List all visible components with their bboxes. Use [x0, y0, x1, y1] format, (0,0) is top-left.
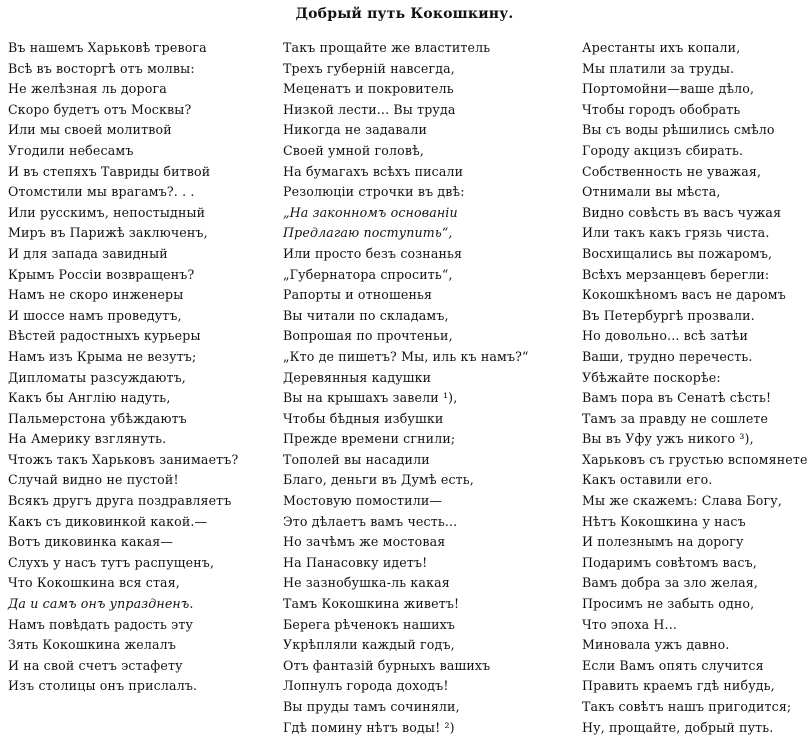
poem-line: Но зачѣмъ же мостовая	[283, 534, 446, 550]
poem-line: Вы въ Уфу ужъ никого ³),	[582, 431, 754, 447]
poem-line: Или такъ какъ грязь чиста.	[582, 225, 770, 241]
poem-line: Низкой лести... Вы труда	[283, 101, 456, 117]
poem-line: Чтожъ такъ Харьковъ занимаетъ?	[8, 451, 239, 467]
poem-line: Тамъ Кокошкина живетъ!	[283, 596, 460, 612]
poem-line: Какъ оставили его.	[582, 472, 713, 488]
poem-line: „Кто де пишетъ? Мы, иль къ намъ?“	[283, 348, 529, 364]
poem-line: Ваши, трудно перечесть.	[582, 348, 753, 364]
poem-line: Всѣхъ мерзанцевъ берегли:	[582, 266, 770, 282]
poem-line: На Америку взглянуть.	[8, 431, 167, 447]
poem-line: Мостовую помостили—	[283, 493, 443, 509]
poem-line: Благо, деньги въ Думѣ есть,	[283, 472, 474, 488]
poem-line: Зять Кокошкина желалъ	[8, 637, 176, 653]
poem-line: Изъ столицы онъ прислалъ.	[8, 678, 198, 694]
poem-title: Добрый путь Кокошкину.	[295, 6, 514, 22]
poem-line: Никогда не задавали	[283, 122, 428, 138]
poem-line: Или русскимъ, непостыдный	[8, 204, 206, 220]
poem-line: Это дѣлаетъ вамъ честь...	[283, 513, 458, 529]
poem-line: Или просто безъ сознанья	[283, 245, 463, 261]
poem-line: Портомойни—ваше дѣло,	[582, 81, 755, 97]
poem-line: Но довольно... всѣ затѣи	[582, 328, 749, 344]
poem-line: Подаримъ совѣтомъ васъ,	[582, 554, 757, 570]
poem-line: Вотъ диковинка какая—	[8, 534, 174, 550]
poem-line: Не зазнобушка-ль какая	[283, 575, 450, 591]
poem-line: Случай видно не пустой!	[8, 472, 179, 488]
poem-line: Вѣстей радостныхъ курьеры	[8, 328, 201, 344]
poem-line: Что эпоха Н...	[582, 616, 678, 632]
poem-line: Деревянныя кадушки	[283, 369, 432, 385]
poem-line: Отомстили мы врагамъ?. . .	[8, 184, 195, 200]
poem-line: Тополей вы насадили	[283, 451, 430, 467]
poem-line: И на свой счетъ эстафету	[8, 657, 183, 673]
poem-line: Видно совѣсть въ васъ чужая	[582, 204, 782, 220]
poem-line: Крымъ Россіи возвращенъ?	[8, 266, 195, 282]
poem-line: Угодили небесамъ	[8, 142, 134, 158]
poem-line: Ну, прощайте, добрый путь.	[582, 719, 774, 735]
poem-line: Убѣжайте поскорѣе:	[582, 369, 721, 385]
poem-line: Отъ фантазій бурныхъ вашихъ	[283, 657, 491, 673]
poem-line: Трехъ губерній навсегда,	[283, 60, 455, 76]
poem-line: И для запада завидный	[8, 245, 168, 261]
poem-line: Восхищались вы пожаромъ,	[582, 245, 773, 261]
poem-line: Вамъ пора въ Сенатѣ сѣсть!	[582, 390, 772, 406]
poem-line: Городу акцизъ сбирать.	[582, 142, 744, 158]
poem-line: На бумагахъ всѣхъ писали	[283, 163, 464, 179]
poem-line: Мы же скажемъ: Слава Богу,	[582, 493, 782, 509]
poem-line: На Панасовку идетъ!	[283, 554, 428, 570]
poem-line: Резолюціи строчки въ двѣ:	[283, 184, 465, 200]
poem-line: Харьковъ съ грустью вспомянете	[582, 451, 808, 467]
poem-column-middle	[283, 38, 545, 738]
poem-line: Да и самъ онъ упраздненъ.	[8, 596, 194, 612]
poem-line: Или мы своей молитвой	[8, 122, 172, 138]
poem-line: Просимъ не забыть одно,	[582, 596, 755, 612]
poem-line: Въ Петербургѣ прозвали.	[582, 307, 755, 323]
poem-line: Берега рѣченокъ нашихъ	[283, 616, 456, 632]
poem-line: Такъ совѣтъ нашъ пригодится;	[582, 699, 792, 714]
poem-line: И шоссе намъ проведутъ,	[8, 307, 182, 323]
poem-column-left	[8, 38, 270, 697]
poem-line: Намъ изъ Крыма не везутъ;	[8, 348, 197, 364]
poem-line: Лопнулъ города доходъ!	[283, 678, 449, 694]
poem-line: Такъ прощайте же властитель	[283, 40, 491, 55]
poem-line: Меценатъ и покровитель	[283, 81, 454, 97]
poem-line: Рапорты и отношенья	[283, 287, 433, 303]
poem-line: Скоро будетъ отъ Москвы?	[8, 101, 192, 117]
poem-line: Слухъ у насъ тутъ распущенъ,	[8, 554, 215, 570]
poem-line: Намъ не скоро инженеры	[8, 287, 184, 303]
poem-line: И въ степяхъ Тавриды битвой	[8, 163, 211, 179]
poem-line: Нѣтъ Кокошкина у насъ	[582, 513, 746, 529]
poem-line: Кокошкѣномъ васъ не даромъ	[582, 287, 786, 303]
poem-line: Отнимали вы мѣста,	[582, 184, 721, 200]
poem-line: Намъ повѣдать радость эту	[8, 616, 194, 632]
poem-line: Вы на крышахъ завели ¹),	[283, 390, 458, 406]
poem-line: Что Кокошкина вся стая,	[8, 575, 180, 591]
poem-column-right	[582, 38, 808, 738]
poem-line: Въ нашемъ Харьковѣ тревога	[8, 40, 207, 55]
poem-line: Собственность не уважая,	[582, 163, 762, 179]
poem-line: Не желѣзная ль дорога	[8, 81, 167, 97]
poem-line: Всѣ въ восторгѣ отъ молвы:	[8, 60, 195, 76]
poem-line: Если Вамъ опять случится	[582, 657, 764, 673]
poem-line: Миновала ужъ давно.	[582, 637, 730, 653]
poem-line: „Губернатора спросить“,	[283, 266, 453, 282]
poem-line: Прежде времени сгнили;	[283, 431, 456, 447]
poem-line: Пальмерстона убѣждаютъ	[8, 410, 187, 426]
poem-line: Тамъ за правду не сошлете	[582, 410, 769, 426]
poem-line: Предлагаю поступить“,	[283, 225, 453, 241]
poem-line: Своей умной головѣ,	[283, 142, 425, 158]
poem-line: Какъ съ диковинкой какой.—	[8, 513, 208, 529]
poem-line: Мы платили за труды.	[582, 60, 735, 76]
poem-line: Укрѣпляли каждый годъ,	[283, 637, 455, 653]
poem-line: Какъ бы Англію надуть,	[8, 390, 171, 406]
poem-line: Вопрошая по прочтеньи,	[283, 328, 453, 344]
poem-line: И полезнымъ на дорогу	[582, 534, 744, 550]
poem-line: „На законномъ основаніи	[283, 204, 458, 220]
poem-line: Вы пруды тамъ сочиняли,	[283, 699, 460, 714]
poem-line: Миръ въ Парижѣ заключенъ,	[8, 225, 208, 241]
poem-line: Чтобы городъ обобрать	[582, 101, 741, 117]
poem-line: Вы съ воды рѣшились смѣло	[582, 122, 775, 138]
poem-line: Всякъ другъ друга поздравляетъ	[8, 493, 232, 509]
poem-line: Арестанты ихъ копали,	[582, 40, 741, 55]
poem-line: Дипломаты разсуждаютъ,	[8, 369, 186, 385]
poem-line: Вамъ добра за зло желая,	[582, 575, 758, 591]
poem-line: Чтобы бѣдныя избушки	[283, 410, 444, 426]
poem-line: Править краемъ гдѣ нибудь,	[582, 678, 775, 694]
poem-line: Вы читали по складамъ,	[283, 307, 449, 323]
poem-line: Гдѣ помину нѣтъ воды! ²)	[283, 719, 455, 735]
